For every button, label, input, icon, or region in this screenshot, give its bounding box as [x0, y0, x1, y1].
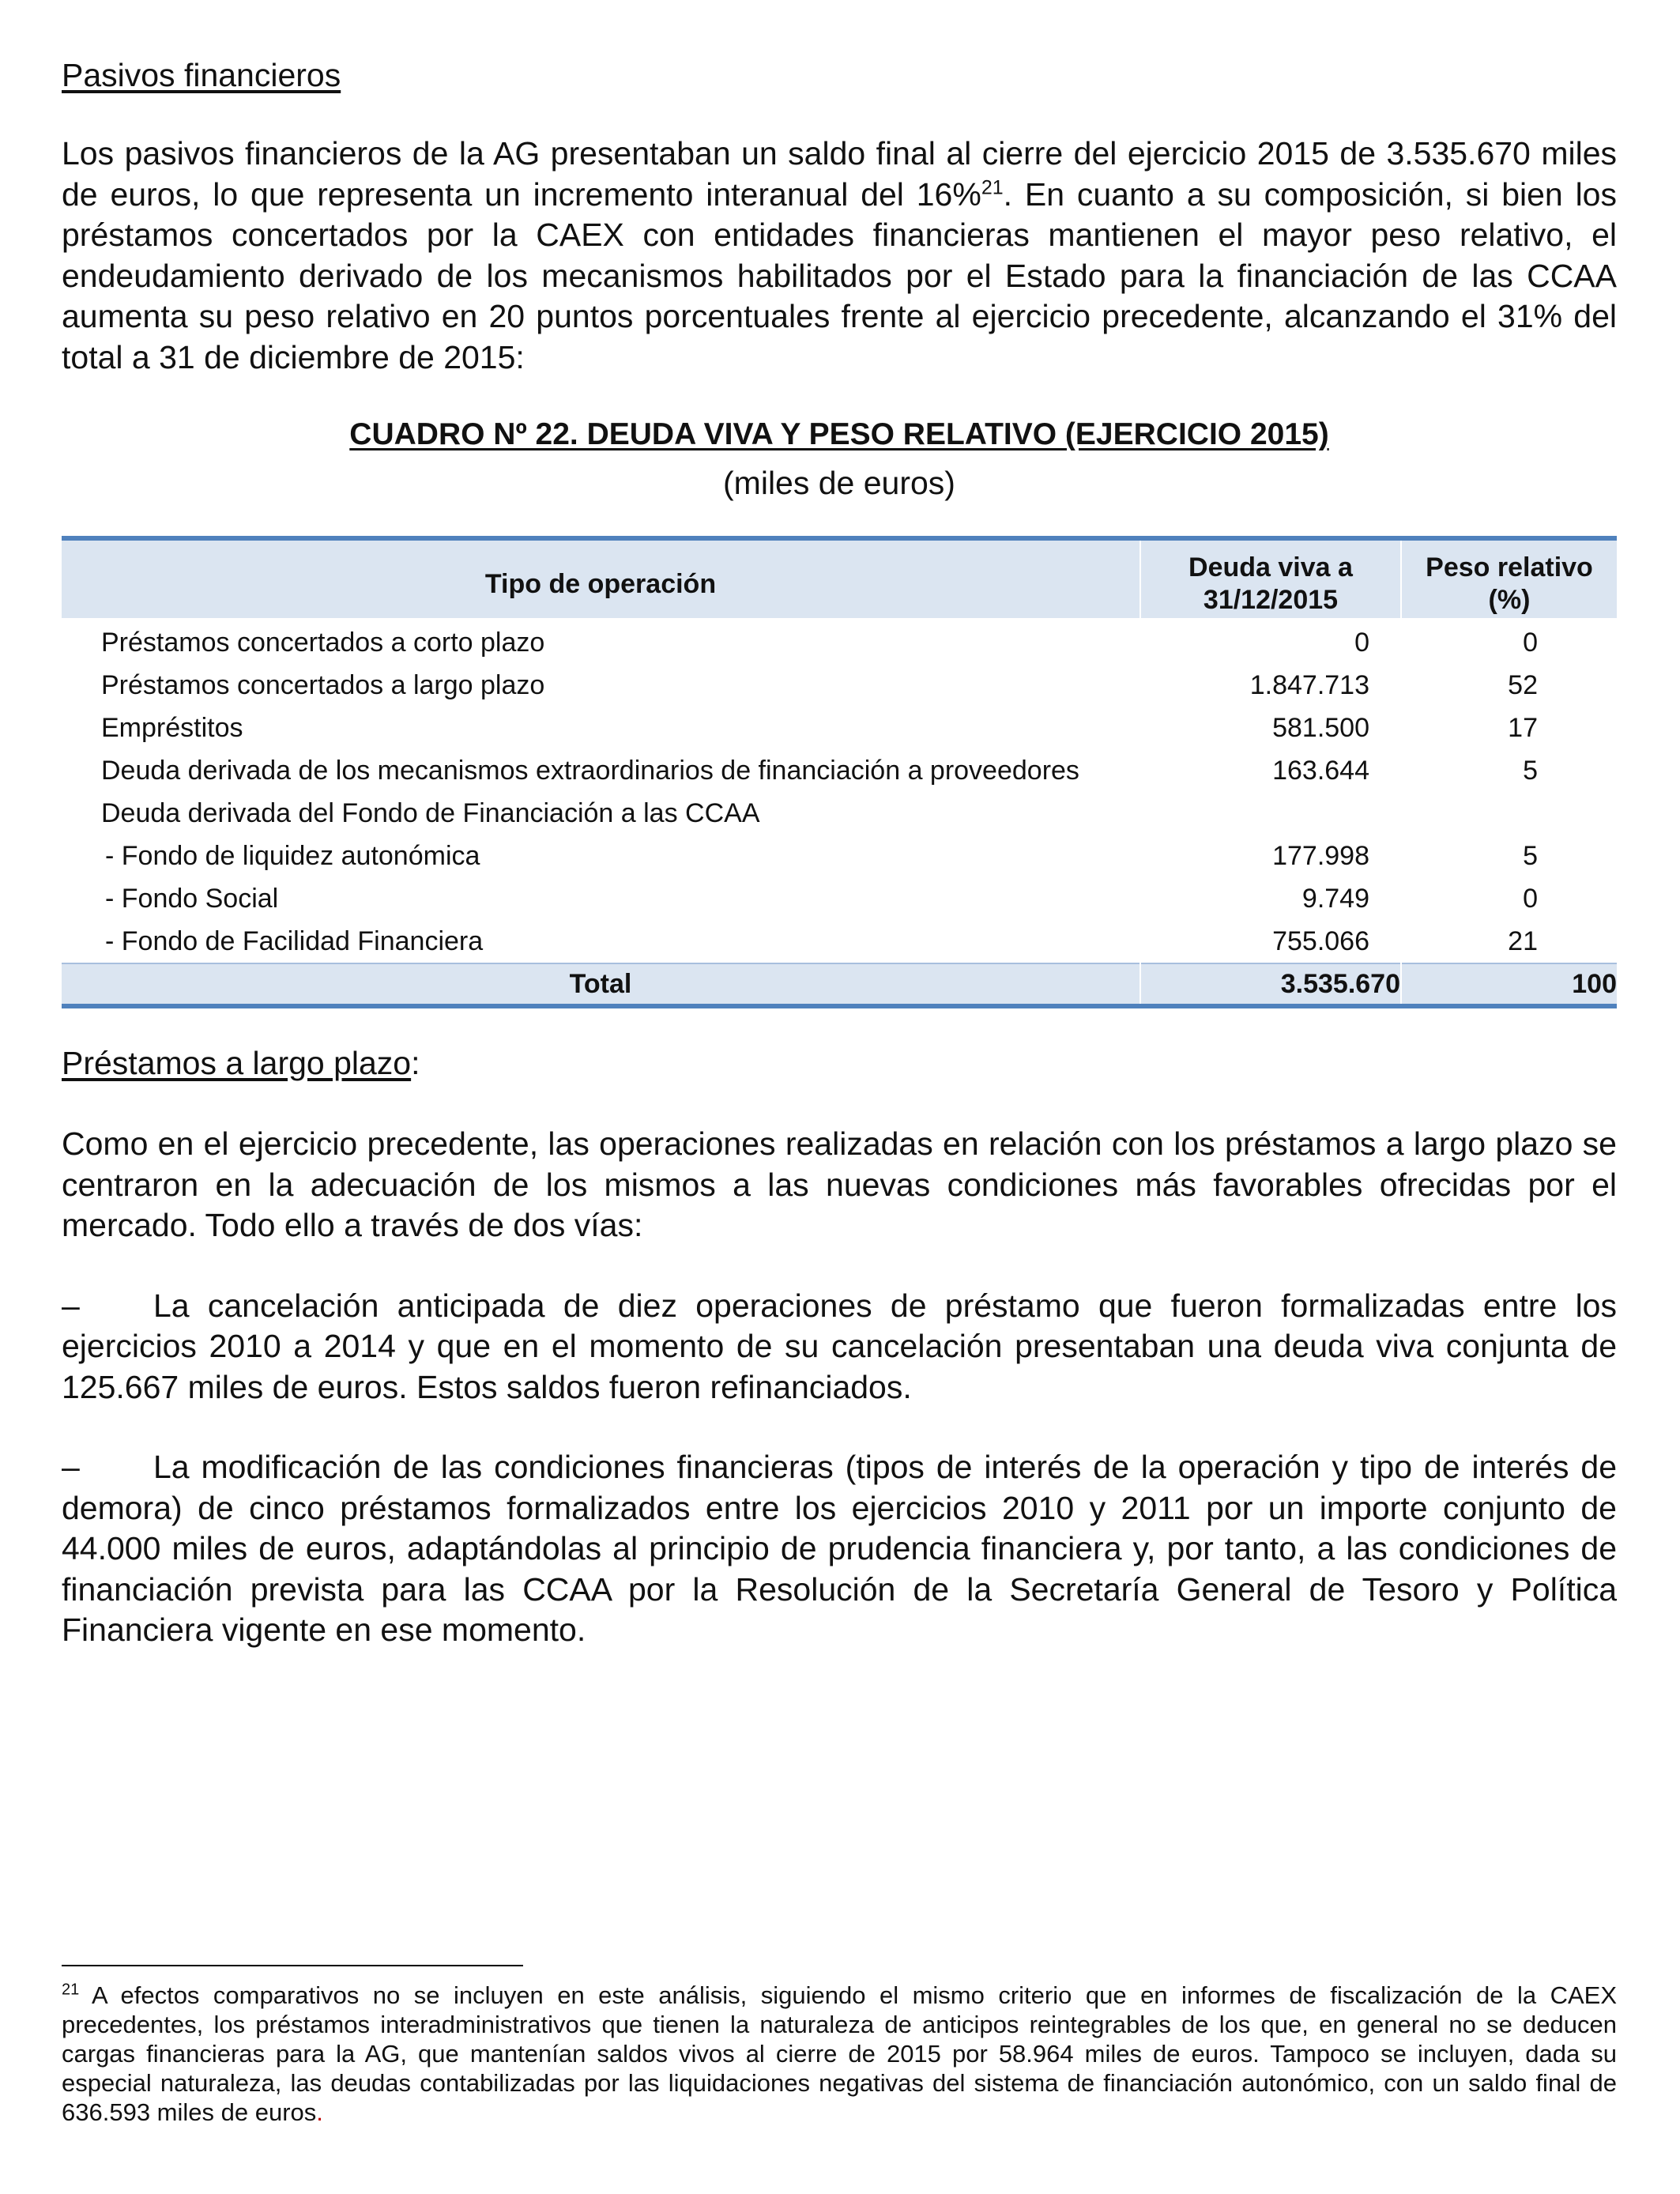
table-row	[62, 877, 1617, 920]
cell-deuda: 9.749	[1301, 884, 1369, 914]
cell-peso: 5	[1523, 756, 1538, 786]
table-units: (miles de euros)	[723, 465, 955, 501]
document-page	[62, 55, 1617, 1651]
heading-prestamos-colon: :	[411, 1045, 420, 1081]
cell-peso	[1401, 792, 1617, 835]
bullet-text: La cancelación anticipada de diez operaciones de préstamo que fueron formalizadas entre los ejercicios 2010 a 2014 y que en el momento de su cancelación presentaban una deuda viva conjunta de 125.667 miles de euros. Estos saldos fueron refinanciados.	[62, 1287, 1617, 1405]
header-deuda-line1: Deuda viva a	[1188, 552, 1353, 582]
header-peso-line1: Peso relativo	[1426, 552, 1593, 582]
cell-deuda: 0	[1354, 628, 1369, 658]
bullet-text: La modificación de las condiciones financieras (tipos de interés de la operación y tipo de interés de demora) de cinco préstamos formalizados entre los ejercicios 2010 y 2011 por un importe conjunto de 44.000 miles de euros, adaptándolas al principio de prudencia financiera y, por tanto, a las condiciones de financiación prevista para las CCAA por la Resolución de la Secretaría General de Tesoro y Política Financiera vigente en ese momento.	[62, 1449, 1617, 1648]
spacer	[62, 1083, 1617, 1124]
cell-deuda: 755.066	[1272, 926, 1369, 956]
debt-table	[62, 536, 1617, 1008]
table-row	[62, 664, 1617, 707]
cell-peso: 5	[1523, 841, 1538, 871]
intro-text-after: . En cuanto a su composición, si bien los préstamos concertados por la CAEX con entidades financieras mantienen el mayor peso relativo, el endeudamiento derivado de los mecanismos habilitados por el Estado para la financiación de las CCAA aumenta su peso relativo en 20 puntos porcentuales frente al ejercicio precedente, alcanzando el 31% del total a 31 de diciembre de 2015:	[62, 175, 1617, 375]
table-total-row	[62, 963, 1617, 1006]
bullet-dash: –	[62, 1449, 80, 1485]
intro-text-before: Los pasivos financieros de la AG presentaban un saldo final al cierre del ejercicio 2015 de 3.535.670 miles de euros, lo que representa un incremento interanual del 16%	[62, 135, 1617, 213]
total-deuda: 3.535.670	[1140, 963, 1401, 1006]
cell-deuda: 1.847.713	[1249, 670, 1369, 700]
heading-prestamos-text: Préstamos a largo plazo	[62, 1045, 412, 1081]
table-row	[62, 792, 1617, 835]
cell-deuda: 581.500	[1272, 713, 1369, 743]
cell-tipo: Empréstitos	[101, 713, 243, 743]
footnote-number: 21	[62, 1981, 80, 1999]
cell-peso: 17	[1508, 713, 1538, 743]
cell-peso: 0	[1523, 884, 1538, 914]
heading-prestamos-largo-plazo	[62, 1043, 1617, 1083]
footnote-text: A efectos comparativos no se incluyen en este análisis, siguiendo el mismo criterio que en informes de fiscalización de la CAEX precedentes, los préstamos interadministrativos que tienen la naturaleza de anticipos reintegrables de los que, en general no se deducen cargas financieras para la AG, que mantenían saldos vivos al cierre de 2015 por 58.964 miles de euros. Tampoco se incluyen, dada su especial naturaleza, las deudas contabilizadas por las liquidaciones negativas del sistema de financiación autonómico, con un saldo final de 636.593 miles de euros	[62, 1981, 1617, 2126]
table-row	[62, 749, 1617, 792]
bullet-item	[62, 1286, 1617, 1408]
cell-peso: 0	[1523, 628, 1538, 658]
header-tipo-operacion: Tipo de operación	[62, 538, 1140, 618]
cell-tipo: - Fondo de liquidez autonómica	[105, 841, 480, 871]
footnote-separator	[62, 1965, 523, 1966]
cell-tipo: Préstamos concertados a largo plazo	[101, 670, 545, 700]
paragraph-prestamos: Como en el ejercicio precedente, las operaciones realizadas en relación con los préstamos a largo plazo se centraron en la adecuación de los mismos a las nuevas condiciones más favorables ofrecidas por el mercado. Todo ello a través de dos vías:	[62, 1125, 1617, 1243]
table-row	[62, 707, 1617, 749]
spacer	[62, 95, 1617, 134]
table-row	[62, 618, 1617, 664]
bullet-dash: –	[62, 1287, 80, 1324]
header-deuda-viva	[1140, 538, 1401, 618]
table-row	[62, 835, 1617, 877]
paragraph-intro	[62, 134, 1617, 378]
footnote-end-mark: .	[316, 2098, 323, 2126]
footnote-reference[interactable]: 21	[981, 175, 1004, 198]
spacer	[62, 1408, 1617, 1447]
header-deuda-line2: 31/12/2015	[1203, 585, 1339, 615]
footnote	[62, 1981, 1617, 2127]
cell-tipo: - Fondo Social	[105, 884, 279, 914]
cell-tipo: Deuda derivada del Fondo de Financiación a las CCAA	[101, 798, 760, 828]
bullet-item	[62, 1447, 1617, 1651]
cell-tipo: Deuda derivada de los mecanismos extraordinarios de financiación a proveedores	[101, 756, 1079, 786]
cell-tipo: Préstamos concertados a corto plazo	[101, 628, 545, 658]
header-peso-line2: (%)	[1488, 585, 1531, 615]
cell-deuda	[1140, 792, 1401, 835]
header-peso-relativo	[1401, 538, 1617, 618]
total-label: Total	[62, 963, 1140, 1006]
spacer	[62, 1008, 1617, 1043]
cell-deuda: 163.644	[1272, 756, 1369, 786]
table-title: CUADRO Nº 22. DEUDA VIVA Y PESO RELATIVO (EJERCICIO 2015)	[349, 417, 1329, 451]
cell-peso: 52	[1508, 670, 1538, 700]
cell-peso: 21	[1508, 926, 1538, 956]
cell-deuda: 177.998	[1272, 841, 1369, 871]
cell-tipo: - Fondo de Facilidad Financiera	[105, 926, 484, 956]
table-header-row	[62, 538, 1617, 618]
spacer	[62, 1246, 1617, 1286]
heading-pasivos-financieros: Pasivos financieros	[62, 57, 341, 93]
spacer	[62, 378, 1617, 416]
table-row	[62, 920, 1617, 963]
total-peso: 100	[1401, 963, 1617, 1006]
